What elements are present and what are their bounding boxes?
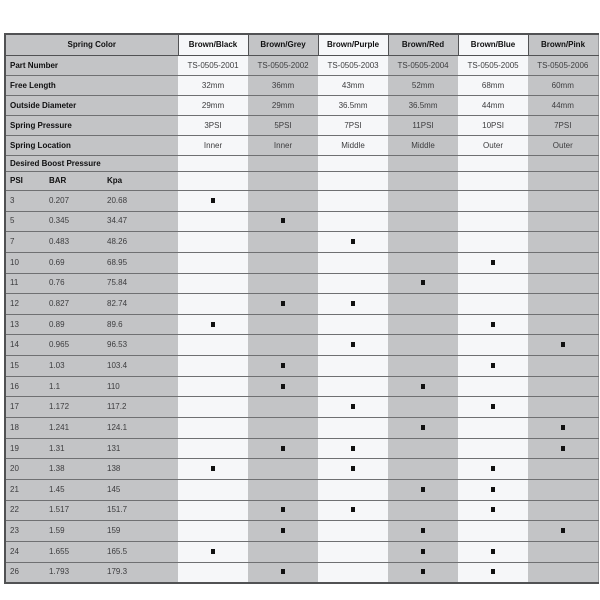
psi-value: 3: [5, 191, 45, 212]
bar-value: 0.965: [45, 335, 103, 356]
empty-cell: [388, 156, 458, 172]
pressure-row-psi-11: [5, 273, 598, 294]
pressure-row-psi-23: [5, 521, 598, 542]
mark-cell: [458, 376, 528, 397]
mark-cell: [458, 294, 528, 315]
fitment-mark-square-icon: [561, 528, 565, 533]
fitment-mark-square-icon: [211, 466, 215, 471]
spec-row-part-number: [5, 56, 598, 76]
mark-cell: [178, 376, 248, 397]
pressure-row-psi-20: [5, 459, 598, 480]
pressure-row-psi-19: [5, 438, 598, 459]
fitment-mark-square-icon: [421, 280, 425, 285]
mark-cell: [248, 438, 318, 459]
spec-row-spring-location: [5, 136, 598, 156]
mark-cell: [248, 500, 318, 521]
spec-value-cell: TS-0505-2003: [318, 56, 388, 76]
psi-value: 7: [5, 232, 45, 253]
mark-cell: [388, 418, 458, 439]
kpa-value: 82.74: [103, 294, 178, 315]
kpa-value: 34.47: [103, 211, 178, 232]
mark-cell: [458, 335, 528, 356]
spec-value-cell: 32mm: [178, 76, 248, 96]
fitment-mark-square-icon: [211, 322, 215, 327]
spec-value-cell: Middle: [318, 136, 388, 156]
mark-cell: [528, 479, 598, 500]
fitment-mark-square-icon: [281, 218, 285, 223]
fitment-mark-square-icon: [211, 198, 215, 203]
psi-value: 15: [5, 356, 45, 377]
empty-cell: [528, 156, 598, 172]
psi-value: 11: [5, 273, 45, 294]
spec-row-outside-diameter: [5, 96, 598, 116]
spec-value-cell: 52mm: [388, 76, 458, 96]
mark-cell: [458, 479, 528, 500]
kpa-value: 124.1: [103, 418, 178, 439]
mark-cell: [178, 418, 248, 439]
pressure-row-psi-16: [5, 376, 598, 397]
spec-value-cell: TS-0505-2004: [388, 56, 458, 76]
fitment-mark-square-icon: [281, 569, 285, 574]
fitment-mark-square-icon: [421, 384, 425, 389]
mark-cell: [318, 314, 388, 335]
fitment-mark-square-icon: [281, 301, 285, 306]
mark-cell: [528, 356, 598, 377]
kpa-value: 103.4: [103, 356, 178, 377]
empty-cell: [528, 172, 598, 191]
mark-cell: [318, 562, 388, 583]
spec-value-cell: TS-0505-2001: [178, 56, 248, 76]
empty-cell: [178, 172, 248, 191]
mark-cell: [178, 459, 248, 480]
fitment-mark-square-icon: [561, 342, 565, 347]
mark-cell: [178, 521, 248, 542]
mark-cell: [248, 521, 318, 542]
mark-cell: [528, 273, 598, 294]
fitment-mark-square-icon: [491, 260, 495, 265]
mark-cell: [248, 397, 318, 418]
spec-value-cell: 44mm: [528, 96, 598, 116]
psi-value: 23: [5, 521, 45, 542]
spec-value-cell: 7PSI: [318, 116, 388, 136]
pressure-row-psi-13: [5, 314, 598, 335]
mark-cell: [388, 521, 458, 542]
spec-value-cell: 29mm: [248, 96, 318, 116]
mark-cell: [248, 314, 318, 335]
mark-cell: [318, 356, 388, 377]
mark-cell: [318, 211, 388, 232]
mark-cell: [528, 397, 598, 418]
mark-cell: [318, 232, 388, 253]
fitment-mark-square-icon: [351, 507, 355, 512]
mark-cell: [458, 521, 528, 542]
mark-cell: [458, 232, 528, 253]
mark-cell: [388, 273, 458, 294]
bar-value: 1.1: [45, 376, 103, 397]
mark-cell: [178, 335, 248, 356]
fitment-mark-square-icon: [491, 404, 495, 409]
spec-value-cell: Outer: [458, 136, 528, 156]
mark-cell: [528, 521, 598, 542]
psi-value: 26: [5, 562, 45, 583]
fitment-mark-square-icon: [281, 528, 285, 533]
pressure-unit-header-row: [5, 172, 598, 191]
spec-value-cell: 44mm: [458, 96, 528, 116]
mark-cell: [528, 252, 598, 273]
mark-cell: [178, 500, 248, 521]
psi-value: 12: [5, 294, 45, 315]
empty-cell: [248, 156, 318, 172]
fitment-mark-square-icon: [351, 239, 355, 244]
mark-cell: [388, 335, 458, 356]
spec-value-cell: 29mm: [178, 96, 248, 116]
pressure-row-psi-14: [5, 335, 598, 356]
spring-color-header: Spring Color: [5, 34, 178, 56]
mark-cell: [528, 459, 598, 480]
kpa-value: 68.95: [103, 252, 178, 273]
fitment-mark-square-icon: [351, 446, 355, 451]
mark-cell: [318, 459, 388, 480]
kpa-value: 110: [103, 376, 178, 397]
mark-cell: [458, 500, 528, 521]
pressure-row-psi-10: [5, 252, 598, 273]
empty-cell: [318, 156, 388, 172]
spec-value-cell: 7PSI: [528, 116, 598, 136]
kpa-value: 96.53: [103, 335, 178, 356]
mark-cell: [248, 273, 318, 294]
mark-cell: [178, 562, 248, 583]
psi-value: 22: [5, 500, 45, 521]
spec-value-cell: 3PSI: [178, 116, 248, 136]
spec-value-cell: 11PSI: [388, 116, 458, 136]
fitment-mark-square-icon: [421, 528, 425, 533]
mark-cell: [178, 314, 248, 335]
fitment-mark-square-icon: [421, 569, 425, 574]
empty-cell: [388, 172, 458, 191]
pressure-col-header-psi: PSI: [5, 172, 45, 191]
pressure-row-psi-12: [5, 294, 598, 315]
spec-value-cell: 5PSI: [248, 116, 318, 136]
kpa-value: 48.26: [103, 232, 178, 253]
mark-cell: [178, 232, 248, 253]
spec-value-cell: TS-0505-2002: [248, 56, 318, 76]
fitment-mark-square-icon: [491, 569, 495, 574]
pressure-row-psi-7: [5, 232, 598, 253]
fitment-mark-square-icon: [351, 342, 355, 347]
mark-cell: [178, 191, 248, 212]
mark-cell: [458, 314, 528, 335]
psi-value: 10: [5, 252, 45, 273]
bar-value: 0.483: [45, 232, 103, 253]
spec-value-cell: TS-0505-2006: [528, 56, 598, 76]
mark-cell: [248, 191, 318, 212]
table-header-row: [5, 34, 598, 56]
fitment-mark-square-icon: [491, 363, 495, 368]
mark-cell: [248, 376, 318, 397]
fitment-mark-square-icon: [491, 507, 495, 512]
pressure-col-header-kpa: Kpa: [103, 172, 178, 191]
spec-value-cell: Middle: [388, 136, 458, 156]
mark-cell: [178, 397, 248, 418]
mark-cell: [178, 294, 248, 315]
fitment-mark-square-icon: [281, 363, 285, 368]
fitment-mark-square-icon: [211, 549, 215, 554]
psi-value: 14: [5, 335, 45, 356]
mark-cell: [388, 356, 458, 377]
kpa-value: 117.2: [103, 397, 178, 418]
bar-value: 1.172: [45, 397, 103, 418]
spec-label: Free Length: [5, 76, 178, 96]
spec-value-cell: 36.5mm: [388, 96, 458, 116]
bar-value: 1.45: [45, 479, 103, 500]
mark-cell: [388, 438, 458, 459]
pressure-row-psi-18: [5, 418, 598, 439]
kpa-value: 151.7: [103, 500, 178, 521]
empty-cell: [178, 156, 248, 172]
spec-label: Outside Diameter: [5, 96, 178, 116]
kpa-value: 159: [103, 521, 178, 542]
psi-value: 24: [5, 541, 45, 562]
kpa-value: 179.3: [103, 562, 178, 583]
mark-cell: [178, 438, 248, 459]
mark-cell: [528, 314, 598, 335]
fitment-mark-square-icon: [351, 301, 355, 306]
mark-cell: [318, 500, 388, 521]
mark-cell: [248, 252, 318, 273]
pressure-row-psi-21: [5, 479, 598, 500]
mark-cell: [458, 191, 528, 212]
mark-cell: [388, 500, 458, 521]
pressure-row-psi-22: [5, 500, 598, 521]
mark-cell: [458, 252, 528, 273]
fitment-mark-square-icon: [421, 487, 425, 492]
bar-value: 0.207: [45, 191, 103, 212]
mark-cell: [528, 191, 598, 212]
kpa-value: 89.6: [103, 314, 178, 335]
kpa-value: 20.68: [103, 191, 178, 212]
empty-cell: [458, 172, 528, 191]
psi-value: 16: [5, 376, 45, 397]
mark-cell: [318, 191, 388, 212]
psi-value: 21: [5, 479, 45, 500]
spec-value-cell: 10PSI: [458, 116, 528, 136]
kpa-value: 165.5: [103, 541, 178, 562]
mark-cell: [178, 541, 248, 562]
fitment-mark-square-icon: [421, 425, 425, 430]
pressure-row-psi-5: [5, 211, 598, 232]
mark-cell: [318, 479, 388, 500]
section-row-desired-boost-pressure: [5, 156, 598, 172]
spec-value-cell: 68mm: [458, 76, 528, 96]
mark-cell: [458, 459, 528, 480]
mark-cell: [528, 232, 598, 253]
mark-cell: [528, 418, 598, 439]
empty-cell: [458, 156, 528, 172]
mark-cell: [248, 562, 318, 583]
fitment-mark-square-icon: [421, 549, 425, 554]
spec-label: Spring Pressure: [5, 116, 178, 136]
mark-cell: [248, 335, 318, 356]
psi-value: 20: [5, 459, 45, 480]
mark-cell: [528, 438, 598, 459]
mark-cell: [528, 211, 598, 232]
bar-value: 0.827: [45, 294, 103, 315]
mark-cell: [458, 397, 528, 418]
pressure-row-psi-24: [5, 541, 598, 562]
column-header-brown-red: Brown/Red: [388, 34, 458, 56]
spec-value-cell: Inner: [248, 136, 318, 156]
mark-cell: [248, 294, 318, 315]
mark-cell: [178, 273, 248, 294]
mark-cell: [178, 211, 248, 232]
mark-cell: [528, 376, 598, 397]
mark-cell: [458, 438, 528, 459]
mark-cell: [318, 418, 388, 439]
mark-cell: [388, 541, 458, 562]
mark-cell: [388, 211, 458, 232]
mark-cell: [388, 294, 458, 315]
fitment-mark-square-icon: [491, 487, 495, 492]
mark-cell: [388, 562, 458, 583]
mark-cell: [458, 418, 528, 439]
mark-cell: [248, 211, 318, 232]
mark-cell: [388, 479, 458, 500]
bar-value: 1.793: [45, 562, 103, 583]
bar-value: 1.655: [45, 541, 103, 562]
psi-value: 13: [5, 314, 45, 335]
spring-spec-table: [4, 33, 599, 584]
mark-cell: [388, 397, 458, 418]
mark-cell: [248, 232, 318, 253]
bar-value: 0.89: [45, 314, 103, 335]
fitment-mark-square-icon: [491, 466, 495, 471]
bar-value: 0.69: [45, 252, 103, 273]
pressure-col-header-bar: BAR: [45, 172, 103, 191]
column-header-brown-purple: Brown/Purple: [318, 34, 388, 56]
empty-cell: [248, 172, 318, 191]
mark-cell: [458, 211, 528, 232]
mark-cell: [248, 459, 318, 480]
kpa-value: 75.84: [103, 273, 178, 294]
mark-cell: [528, 294, 598, 315]
fitment-mark-square-icon: [351, 404, 355, 409]
mark-cell: [248, 356, 318, 377]
mark-cell: [388, 252, 458, 273]
mark-cell: [248, 541, 318, 562]
mark-cell: [318, 335, 388, 356]
section-label: Desired Boost Pressure: [5, 156, 178, 172]
mark-cell: [388, 314, 458, 335]
mark-cell: [318, 273, 388, 294]
column-header-brown-grey: Brown/Grey: [248, 34, 318, 56]
fitment-mark-square-icon: [281, 507, 285, 512]
spec-value-cell: 36mm: [248, 76, 318, 96]
spec-row-free-length: [5, 76, 598, 96]
fitment-mark-square-icon: [281, 446, 285, 451]
column-header-brown-blue: Brown/Blue: [458, 34, 528, 56]
mark-cell: [248, 418, 318, 439]
column-header-brown-black: Brown/Black: [178, 34, 248, 56]
spec-label: Spring Location: [5, 136, 178, 156]
spec-value-cell: Outer: [528, 136, 598, 156]
mark-cell: [178, 479, 248, 500]
spec-label: Part Number: [5, 56, 178, 76]
mark-cell: [318, 294, 388, 315]
mark-cell: [388, 232, 458, 253]
bar-value: 0.76: [45, 273, 103, 294]
fitment-mark-square-icon: [491, 549, 495, 554]
mark-cell: [318, 252, 388, 273]
psi-value: 18: [5, 418, 45, 439]
fitment-mark-square-icon: [561, 446, 565, 451]
column-header-brown-pink: Brown/Pink: [528, 34, 598, 56]
spec-value-cell: 36.5mm: [318, 96, 388, 116]
mark-cell: [528, 541, 598, 562]
mark-cell: [318, 541, 388, 562]
mark-cell: [318, 438, 388, 459]
fitment-mark-square-icon: [561, 425, 565, 430]
mark-cell: [458, 541, 528, 562]
kpa-value: 145: [103, 479, 178, 500]
spec-value-cell: 60mm: [528, 76, 598, 96]
bar-value: 0.345: [45, 211, 103, 232]
mark-cell: [318, 521, 388, 542]
psi-value: 19: [5, 438, 45, 459]
pressure-row-psi-17: [5, 397, 598, 418]
pressure-row-psi-26: [5, 562, 598, 583]
bar-value: 1.241: [45, 418, 103, 439]
mark-cell: [388, 459, 458, 480]
empty-cell: [318, 172, 388, 191]
mark-cell: [528, 562, 598, 583]
fitment-mark-square-icon: [491, 322, 495, 327]
spec-value-cell: Inner: [178, 136, 248, 156]
mark-cell: [458, 356, 528, 377]
mark-cell: [388, 191, 458, 212]
psi-value: 5: [5, 211, 45, 232]
mark-cell: [458, 562, 528, 583]
mark-cell: [178, 356, 248, 377]
mark-cell: [458, 273, 528, 294]
mark-cell: [528, 500, 598, 521]
bar-value: 1.59: [45, 521, 103, 542]
fitment-mark-square-icon: [281, 384, 285, 389]
kpa-value: 138: [103, 459, 178, 480]
pressure-row-psi-3: [5, 191, 598, 212]
mark-cell: [178, 252, 248, 273]
bar-value: 1.31: [45, 438, 103, 459]
mark-cell: [388, 376, 458, 397]
spec-value-cell: TS-0505-2005: [458, 56, 528, 76]
mark-cell: [528, 335, 598, 356]
spec-row-spring-pressure: [5, 116, 598, 136]
mark-cell: [318, 376, 388, 397]
kpa-value: 131: [103, 438, 178, 459]
fitment-mark-square-icon: [351, 466, 355, 471]
psi-value: 17: [5, 397, 45, 418]
bar-value: 1.38: [45, 459, 103, 480]
spec-value-cell: 43mm: [318, 76, 388, 96]
mark-cell: [318, 397, 388, 418]
bar-value: 1.03: [45, 356, 103, 377]
mark-cell: [248, 479, 318, 500]
pressure-row-psi-15: [5, 356, 598, 377]
bar-value: 1.517: [45, 500, 103, 521]
